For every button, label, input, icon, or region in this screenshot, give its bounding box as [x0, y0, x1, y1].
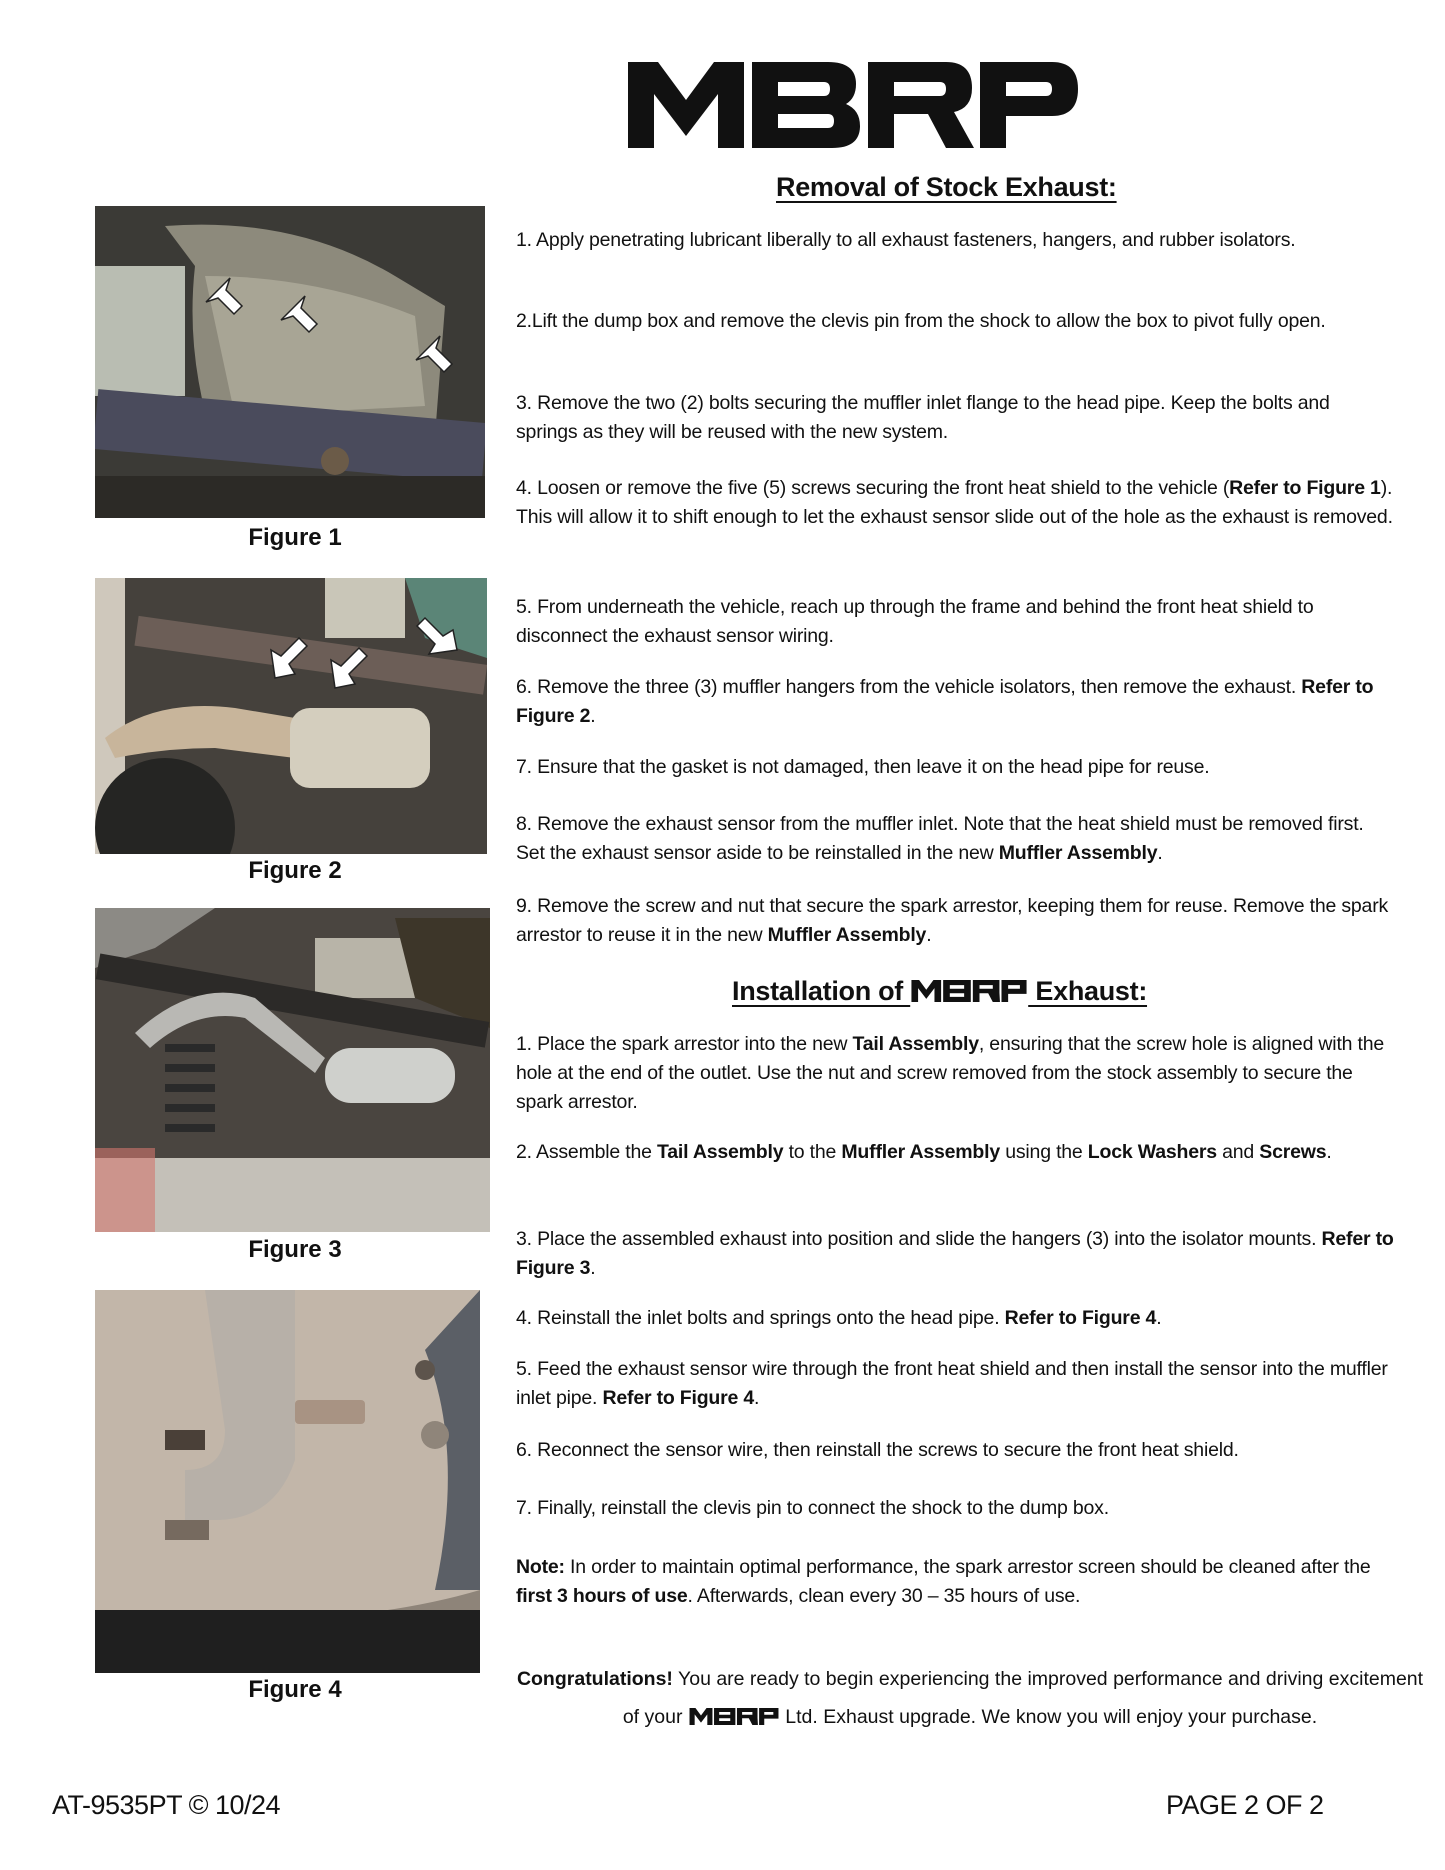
- installation-section-title: Installation of Exhaust:: [732, 976, 1147, 1009]
- removal-step-4: 4. Loosen or remove the five (5) screws securing the front heat shield to the vehicle (Refer to Figure 1). This will allow it to shift enough to let the exhaust sensor slide out of the hole as the exhaust is removed.: [516, 477, 1393, 528]
- figure-1-photo: [95, 206, 485, 518]
- removal-step-2: 2.Lift the dump box and remove the clevis pin from the shock to allow the box to pivot fully open.: [516, 310, 1326, 332]
- install-step-5: 5. Feed the exhaust sensor wire through the front heat shield and then install the sensor into the muffler inlet pipe. Refer to Figure 4.: [516, 1358, 1388, 1409]
- install-step-2: 2. Assemble the Tail Assembly to the Muffler Assembly using the Lock Washers and Screws.: [516, 1141, 1332, 1163]
- congratulations-message: Congratulations! You are ready to begin experiencing the improved performance and driving excitement of your Ltd. Exhaust upgrade. We know you will enjoy your purchase.: [510, 1660, 1430, 1738]
- install-step-1: 1. Place the spark arrestor into the new Tail Assembly, ensuring that the screw hole is aligned with the hole at the end of the outlet. Use the nut and screw removed from the stock assembly to secure the spark arrestor.: [516, 1033, 1385, 1113]
- removal-step-8: 8. Remove the exhaust sensor from the muffler inlet. Note that the heat shield must be removed first. Set the exhaust sensor aside to be reinstalled in the new Muffler Assembly.: [516, 813, 1364, 864]
- removal-step-1: 1. Apply penetrating lubricant liberally to all exhaust fasteners, hangers, and rubber isolators.: [516, 229, 1296, 251]
- page-number: PAGE 2 OF 2: [1166, 1790, 1324, 1820]
- removal-step-9: 9. Remove the screw and nut that secure the spark arrestor, keeping them for reuse. Remove the spark arrestor to reuse it in the new Muffler Assembly.: [516, 895, 1389, 946]
- figure-2-caption: Figure 2: [248, 857, 342, 884]
- maintenance-note: Note: In order to maintain optimal performance, the spark arrestor screen should be cleaned after the first 3 hours of use. Afterwards, clean every 30 – 35 hours of use.: [516, 1556, 1371, 1607]
- mbrp-inline-logo-small: [688, 1700, 780, 1738]
- install-step-7: 7. Finally, reinstall the clevis pin to connect the shock to the dump box.: [516, 1497, 1109, 1519]
- removal-step-3: 3. Remove the two (2) bolts securing the muffler inlet flange to the head pipe. Keep the bolts and springs as they will be reused with the new system.: [516, 392, 1330, 443]
- install-step-3: 3. Place the assembled exhaust into position and slide the hangers (3) into the isolator mounts. Refer to Figure 3.: [516, 1228, 1394, 1279]
- figure-2-photo: [95, 578, 487, 854]
- removal-step-6: 6. Remove the three (3) muffler hangers from the vehicle isolators, then remove the exhaust. Refer to Figure 2.: [516, 676, 1374, 727]
- figure-1-caption: Figure 1: [248, 524, 342, 551]
- mbrp-logo: [628, 62, 1078, 148]
- figure-4-photo: [95, 1290, 480, 1673]
- figure-3-photo: [95, 908, 490, 1232]
- figure-3-caption: Figure 3: [248, 1236, 342, 1263]
- removal-section-title: Removal of Stock Exhaust:: [776, 172, 1117, 202]
- mbrp-inline-logo: [910, 978, 1028, 1009]
- removal-step-5: 5. From underneath the vehicle, reach up through the frame and behind the front heat shield to disconnect the exhaust sensor wiring.: [516, 596, 1314, 647]
- figure-4-caption: Figure 4: [248, 1676, 342, 1703]
- install-step-4: 4. Reinstall the inlet bolts and springs onto the head pipe. Refer to Figure 4.: [516, 1307, 1162, 1329]
- install-step-6: 6. Reconnect the sensor wire, then reinstall the screws to secure the front heat shield.: [516, 1439, 1239, 1461]
- removal-step-7: 7. Ensure that the gasket is not damaged, then leave it on the head pipe for reuse.: [516, 756, 1210, 778]
- document-code: AT-9535PT © 10/24: [52, 1790, 281, 1820]
